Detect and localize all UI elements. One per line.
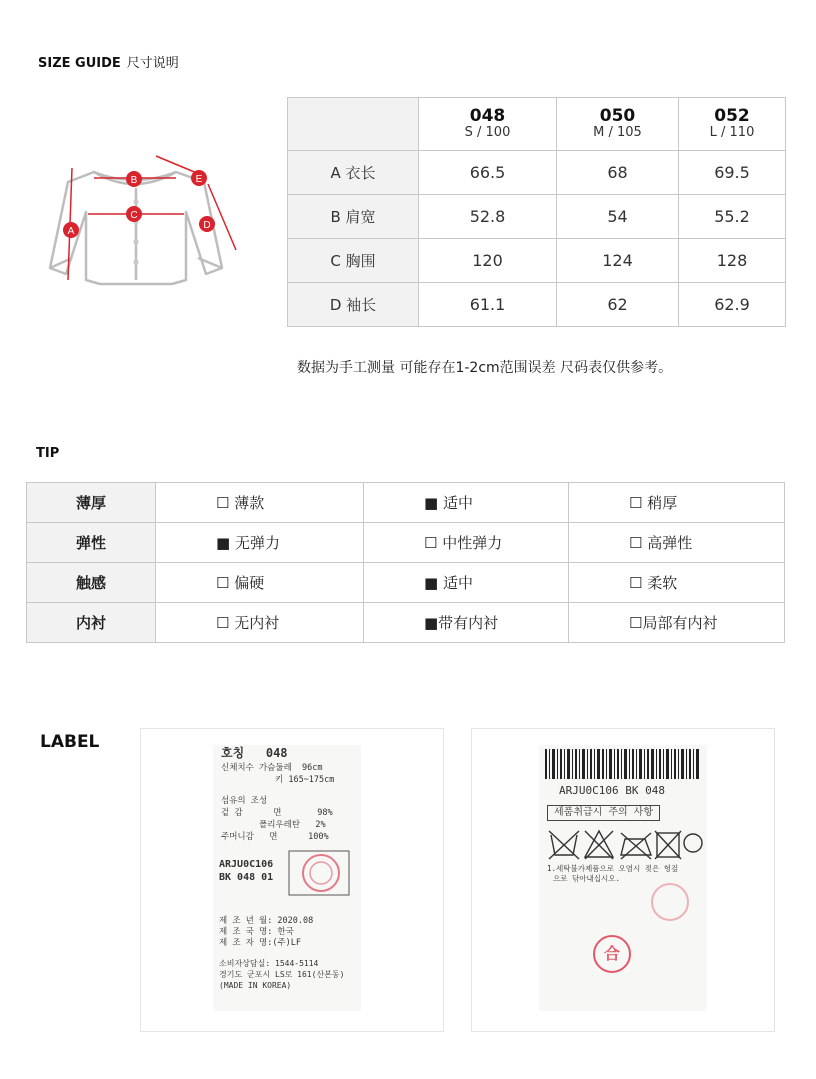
size-code: 050 [599, 106, 636, 126]
size-value: 55.2 [679, 195, 786, 239]
size-value: 54 [557, 195, 679, 239]
size-value: 128 [679, 239, 786, 283]
size-row-c [288, 239, 786, 283]
no-wash-icon [549, 831, 579, 859]
tag-fiber-line: 주머니감 면 100% [221, 832, 329, 842]
no-bleach-icon [585, 831, 613, 859]
size-value: 124 [557, 239, 679, 283]
tag-date: 제 조 년 월: 2020.08 [219, 916, 314, 926]
dry-clean-icon [684, 834, 702, 852]
tag-fiber-line: 폴리우레탄 2% [259, 820, 326, 830]
row-label: C 胸围 [288, 239, 419, 283]
tip-row-label: 弹性 [27, 523, 156, 563]
size-value: 68 [557, 151, 679, 195]
row-label: A 衣长 [288, 151, 419, 195]
size-column-048 [419, 98, 557, 151]
size-guide-title: SIZE GUIDE [38, 56, 121, 71]
label-section-title: LABEL [40, 732, 100, 752]
tag-body-size: 신체치수 가슴둘레 96cm [221, 763, 323, 773]
barcode-icon [543, 747, 703, 783]
care-note-line: 으로 닦아내십시오. [553, 874, 620, 883]
size-subtitle: M / 105 [593, 125, 642, 140]
tag-fiber-line: 겉 감 면 98% [221, 808, 333, 818]
size-row-a [288, 151, 786, 195]
size-value: 62.9 [679, 283, 786, 327]
care-note-line: 1.세탁불가제품으로 오염시 젖은 헝겊 [547, 864, 679, 873]
size-value: 52.8 [419, 195, 557, 239]
tip-option: ■ 无弹力 [156, 523, 364, 563]
faded-stamp-icon [651, 883, 689, 921]
inspection-stamp-icon [287, 849, 353, 899]
tip-option: ☐ 稍厚 [569, 483, 785, 523]
tip-option: ☐ 偏硬 [156, 563, 364, 603]
tip-option: ☐ 柔软 [569, 563, 785, 603]
size-value: 120 [419, 239, 557, 283]
tag-made-in: (MADE IN KOREA) [219, 981, 292, 990]
size-subtitle: S / 100 [464, 125, 511, 140]
size-column-050 [557, 98, 679, 151]
diagram-marker-d [199, 216, 215, 232]
care-symbols [547, 825, 703, 861]
marker-e-label: E [195, 174, 203, 185]
size-table [287, 97, 786, 327]
tip-table [26, 482, 785, 643]
diagram-marker-b [126, 171, 142, 187]
size-value: 61.1 [419, 283, 557, 327]
care-tag-title: 세품취급시 주의 사항 [547, 805, 660, 821]
care-instruction-tag [539, 745, 707, 1011]
label-photo-care-tag [471, 728, 775, 1032]
marker-c-label: C [130, 210, 138, 221]
tag-address: 경기도 군포시 LS로 161(산본동) [219, 970, 345, 979]
pass-stamp-icon: 合 [593, 935, 631, 973]
size-code: 052 [714, 106, 750, 126]
tip-option: ☐ 薄款 [156, 483, 364, 523]
tip-option: ■带有内衬 [364, 603, 569, 643]
tip-row-texture [27, 563, 785, 603]
tip-option: ☐ 无内衬 [156, 603, 364, 643]
size-code: 048 [469, 106, 506, 126]
tip-row-label: 内衬 [27, 603, 156, 643]
jacket-measurement-diagram [36, 150, 246, 300]
size-guide-heading [38, 52, 179, 71]
tag-product-code: ARJU0C106 [219, 859, 274, 870]
tip-option: ☐ 高弹性 [569, 523, 785, 563]
no-iron-icon [621, 833, 651, 859]
tag-color-code: BK 048 01 [219, 872, 274, 883]
marker-b-label: B [130, 175, 138, 186]
marker-a-label: A [67, 226, 75, 237]
size-value: 69.5 [679, 151, 786, 195]
size-value: 62 [557, 283, 679, 327]
size-column-052 [679, 98, 786, 151]
tag-height: 키 165~175cm [275, 775, 335, 785]
tip-option: ■ 适中 [364, 483, 569, 523]
tag-fiber-title: 섬유의 조성 [221, 796, 268, 806]
tip-row-lining [27, 603, 785, 643]
tag-consumer: 소비자상담실: 1544-5114 [219, 959, 319, 968]
size-row-d [288, 283, 786, 327]
tag-size-head: 호칭 048 [221, 746, 288, 760]
label-photo-size-tag [140, 728, 444, 1032]
size-subtitle: L / 110 [709, 125, 755, 140]
tag-country: 제 조 국 명: 한국 [219, 927, 294, 937]
diagram-marker-a [63, 222, 79, 238]
size-guide-subtitle: 尺寸说明 [126, 56, 179, 71]
care-tag-code: ARJU0C106 BK 048 [559, 784, 665, 797]
size-table-header-row [288, 98, 786, 151]
tag-maker: 제 조 자 명:(주)LF [219, 938, 301, 948]
diagram-marker-c [126, 206, 142, 222]
size-value: 66.5 [419, 151, 557, 195]
tip-row-elasticity [27, 523, 785, 563]
measurement-note: 数据为手工测量 可能存在1-2cm范围误差 尺码表仅供参考。 [297, 360, 673, 376]
size-row-b [288, 195, 786, 239]
tip-title: TIP [36, 446, 60, 461]
tip-row-label: 薄厚 [27, 483, 156, 523]
tip-option: ■ 适中 [364, 563, 569, 603]
size-table-corner [288, 98, 419, 151]
size-care-tag [213, 745, 361, 1011]
no-tumble-dry-icon [655, 831, 681, 859]
tip-option: ☐ 中性弹力 [364, 523, 569, 563]
tip-row-label: 触感 [27, 563, 156, 603]
row-label: D 袖长 [288, 283, 419, 327]
tip-row-thickness [27, 483, 785, 523]
marker-d-label: D [203, 220, 211, 231]
diagram-marker-e [191, 170, 207, 186]
tip-option: ☐局部有内衬 [569, 603, 785, 643]
row-label: B 肩宽 [288, 195, 419, 239]
